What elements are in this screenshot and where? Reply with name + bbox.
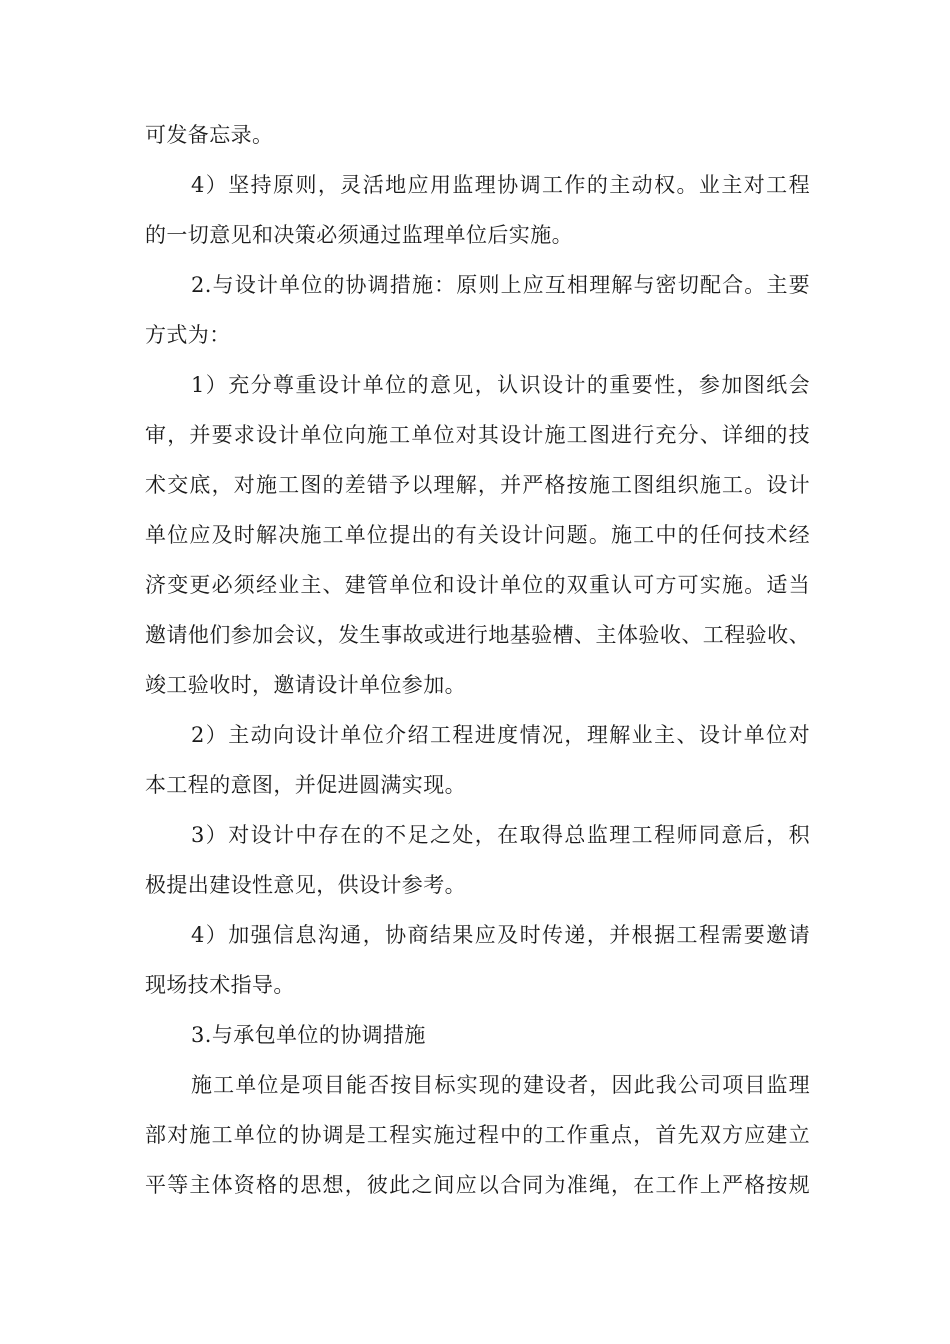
text-line: 极提出建设性意见，供设计参考。 (145, 873, 466, 897)
text-line: 现场技术指导。 (145, 973, 295, 997)
section-heading: 3.与承包单位的协调措施 (191, 1023, 426, 1047)
text-line: 平等主体资格的思想，彼此之间应以合同为准绳，在工作上严格按规 (145, 1173, 810, 1197)
text-line: 的一切意见和决策必须通过监理单位后实施。 (145, 223, 573, 247)
text-line: 邀请他们参加会议，发生事故或进行地基验槽、主体验收、工程验收、 (145, 623, 810, 647)
text-line: 3）对设计中存在的不足之处，在取得总监理工程师同意后，积 (191, 823, 810, 847)
text-line: 部对施工单位的协调是工程实施过程中的工作重点，首先双方应建立 (145, 1123, 810, 1147)
text-line: 2）主动向设计单位介绍工程进度情况，理解业主、设计单位对 (191, 723, 810, 747)
text-line: 术交底，对施工图的差错予以理解，并严格按施工图组织施工。设计 (145, 473, 810, 497)
text-line: 单位应及时解决施工单位提出的有关设计问题。施工中的任何技术经 (145, 523, 810, 547)
text-line: 1）充分尊重设计单位的意见，认识设计的重要性，参加图纸会 (191, 373, 810, 397)
text-line: 济变更必须经业主、建管单位和设计单位的双重认可方可实施。适当 (145, 573, 810, 597)
text-line: 施工单位是项目能否按目标实现的建设者，因此我公司项目监理 (191, 1073, 810, 1097)
text-line: 审，并要求设计单位向施工单位对其设计施工图进行充分、详细的技 (145, 423, 810, 447)
text-line: 方式为： (145, 323, 231, 347)
text-line: 可发备忘录。 (145, 123, 274, 147)
text-line: 2.与设计单位的协调措施：原则上应互相理解与密切配合。主要 (191, 273, 810, 297)
text-line: 竣工验收时，邀请设计单位参加。 (145, 673, 466, 697)
text-line: 4）坚持原则，灵活地应用监理协调工作的主动权。业主对工程 (191, 173, 810, 197)
text-line: 4）加强信息沟通，协商结果应及时传递，并根据工程需要邀请 (191, 923, 810, 947)
text-line: 本工程的意图，并促进圆满实现。 (145, 773, 466, 797)
